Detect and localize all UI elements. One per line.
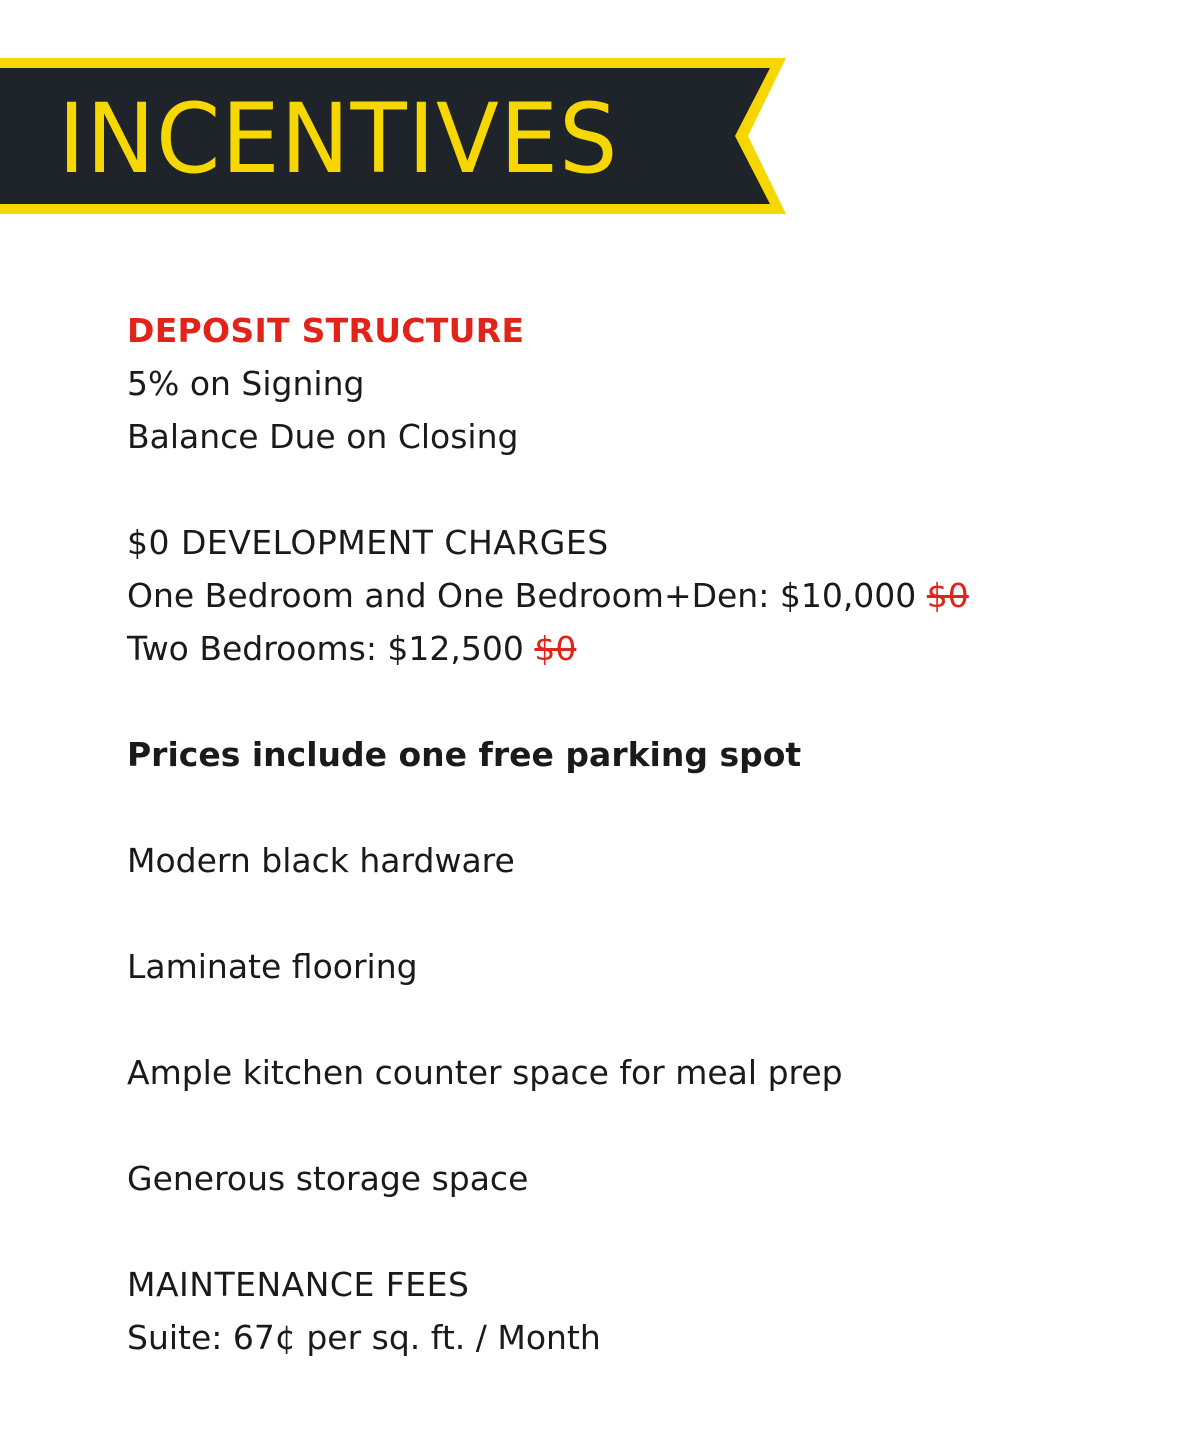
one-bedroom-struck-price: $0: [926, 576, 969, 615]
development-heading: $0 DEVELOPMENT CHARGES: [127, 523, 609, 562]
maintenance-suite-fee: Suite: 67¢ per sq. ft. / Month: [127, 1318, 601, 1357]
flooring-feature: Laminate flooring: [127, 947, 418, 986]
one-bedroom-price: One Bedroom and One Bedroom+Den: $10,000: [127, 576, 917, 615]
spacer: [127, 1205, 1167, 1258]
spacer: [127, 1099, 1167, 1152]
development-one-bedroom: [127, 569, 1167, 622]
banner-title: INCENTIVES: [58, 83, 619, 195]
two-bedroom-struck-price: $0: [534, 629, 577, 668]
deposit-heading: DEPOSIT STRUCTURE: [127, 311, 525, 350]
incentives-content: [127, 304, 1167, 1364]
deposit-line-closing: Balance Due on Closing: [127, 417, 519, 456]
incentives-banner: [0, 58, 786, 214]
spacer: [127, 781, 1167, 834]
spacer: [127, 675, 1167, 728]
parking-feature: Prices include one free parking spot: [127, 735, 802, 774]
maintenance-heading: MAINTENANCE FEES: [127, 1265, 470, 1304]
spacer: [127, 993, 1167, 1046]
hardware-feature: Modern black hardware: [127, 841, 515, 880]
storage-feature: Generous storage space: [127, 1159, 529, 1198]
development-two-bedroom: [127, 622, 1167, 675]
counter-feature: Ample kitchen counter space for meal prep: [127, 1053, 843, 1092]
spacer: [127, 887, 1167, 940]
deposit-line-signing: 5% on Signing: [127, 364, 365, 403]
spacer: [127, 463, 1167, 516]
two-bedroom-price: Two Bedrooms: $12,500: [127, 629, 524, 668]
